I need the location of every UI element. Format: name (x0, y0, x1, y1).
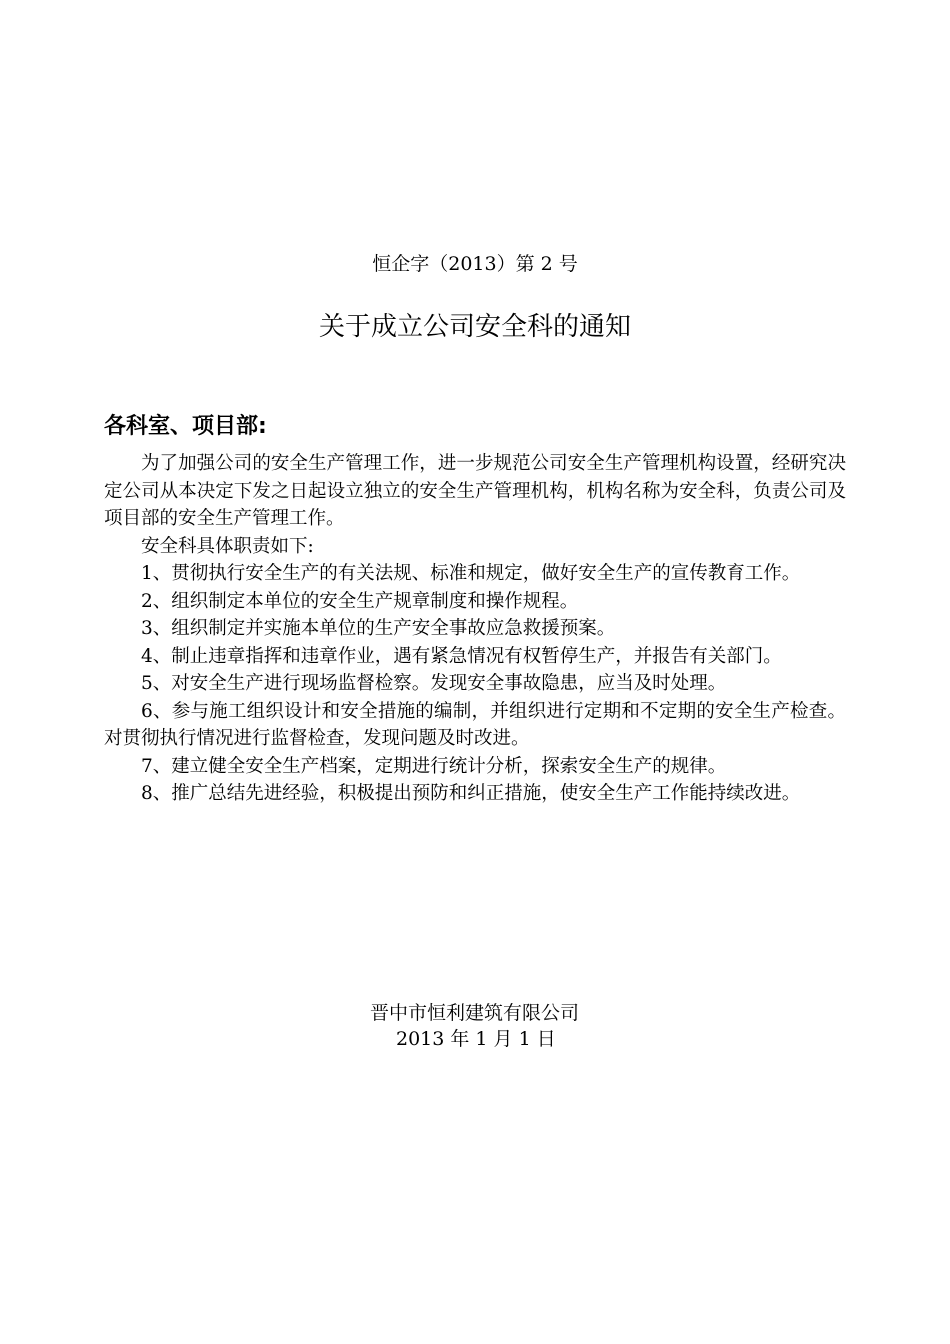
duty-item: 1、贯彻执行安全生产的有关法规、标准和规定，做好安全生产的宣传教育工作。 (141, 563, 801, 584)
duty-item: 4、制止违章指挥和违章作业，遇有紧急情况有权暂停生产，并报告有关部门。 (141, 645, 782, 667)
duty-item: 3、组织制定并实施本单位的生产安全事故应急救援预案。 (141, 618, 616, 639)
duties-heading: 安全科具体职责如下: (141, 535, 314, 557)
duty-item: 6、参与施工组织设计和安全措施的编制，并组织进行定期和不定期的安全生产检查。对贯彻执行情况进行监督检查，发现问题及时改进。 (104, 700, 846, 749)
document-body (104, 450, 846, 808)
duty-item: 8、推广总结先进经验，积极提出预防和纠正措施，使安全生产工作能持续改进。 (141, 783, 801, 804)
signature-company: 晋中市恒利建筑有限公司 (370, 1002, 580, 1024)
signature-block (370, 1000, 630, 1052)
salutation: 各科室、项目部: (104, 414, 267, 439)
duty-item: 2、组织制定本单位的安全生产规章制度和操作规程。 (141, 590, 579, 612)
signature-date: 2013 年 1 月 1 日 (396, 1028, 556, 1050)
document-title: 关于成立公司安全科的通知 (318, 312, 631, 342)
intro-paragraph: 为了加强公司的安全生产管理工作，进一步规范公司安全生产管理机构设置，经研究决定公司从本决定下发之日起设立独立的安全生产管理机构，机构名称为安全科，负责公司及项目部的安全生产管理工作。 (104, 453, 846, 529)
duty-item: 5、对安全生产进行现场监督检察。发现安全事故隐患，应当及时处理。 (141, 673, 727, 694)
duty-item: 7、建立健全安全生产档案，定期进行统计分析，探索安全生产的规律。 (141, 755, 727, 777)
document-number: 恒企字（2013）第 2 号 (372, 253, 578, 275)
